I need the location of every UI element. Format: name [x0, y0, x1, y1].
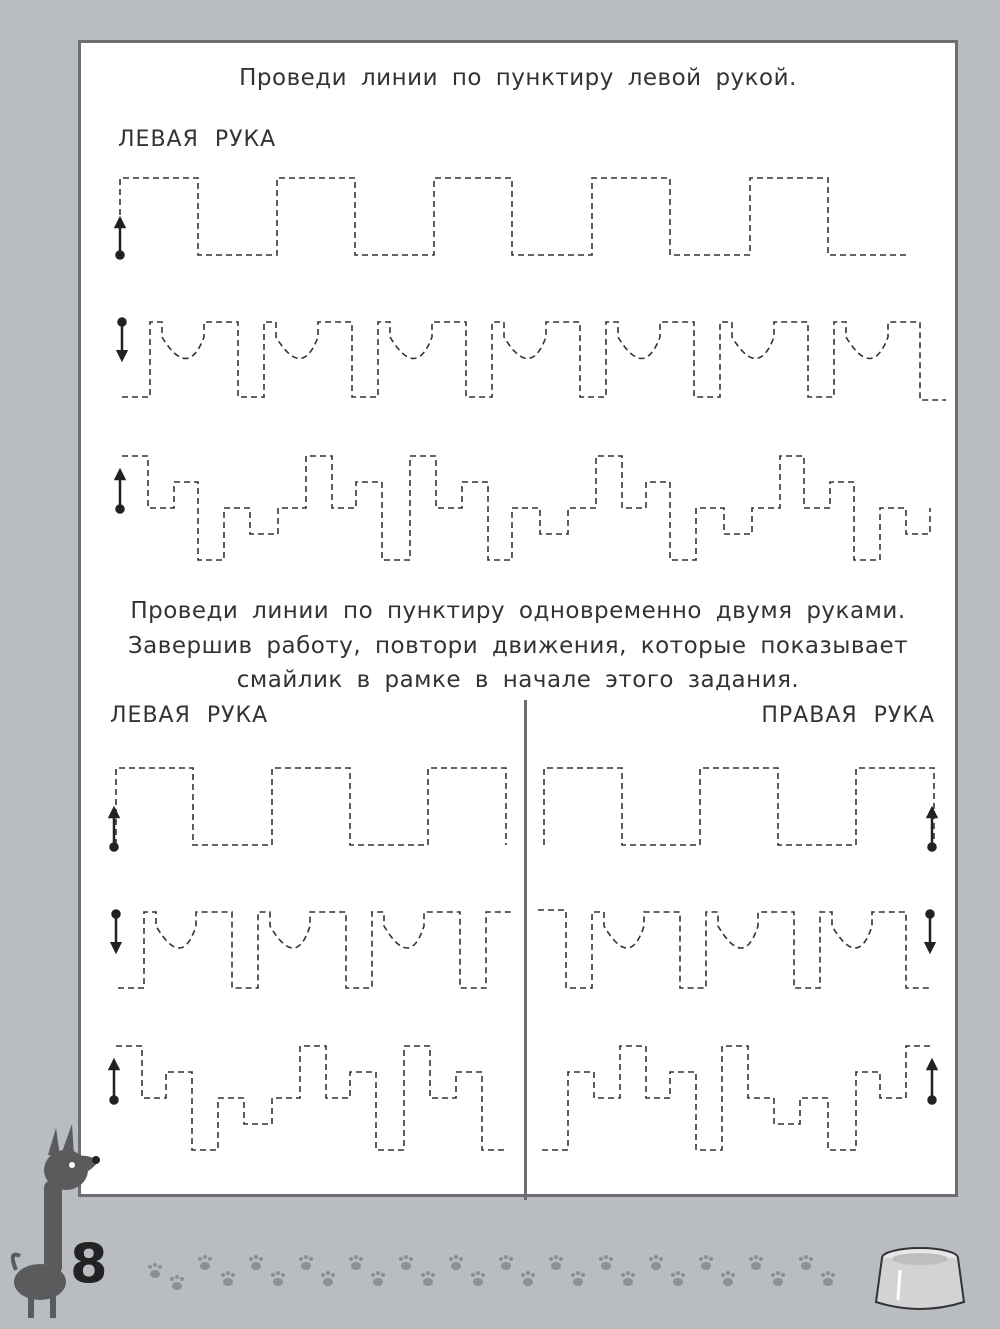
task2-left-hand-label: ЛЕВАЯ РУКА	[110, 703, 269, 728]
paw-print-icon	[371, 1271, 385, 1286]
paw-print-icon	[421, 1271, 435, 1286]
paw-print-icon	[471, 1271, 485, 1286]
paw-print-icon	[721, 1271, 735, 1286]
paw-print-icon	[499, 1255, 513, 1270]
task1-left-hand-label: ЛЕВАЯ РУКА	[118, 127, 277, 152]
task2-right-path-square-wave	[544, 768, 934, 845]
paw-print-icon	[821, 1271, 835, 1286]
task1-path-square-wave	[120, 178, 908, 255]
pet-bowl-icon	[876, 1248, 964, 1309]
paw-print-icon	[749, 1255, 763, 1270]
task2-left-path-square-wave	[116, 768, 506, 845]
task2-left-path-cup-wave	[118, 912, 514, 988]
task2-instruction-line-2: Завершив работу, повтори движения, которые показывает	[127, 633, 909, 659]
paw-print-icon	[549, 1255, 563, 1270]
paw-print-icon	[148, 1263, 162, 1278]
paw-print-icon	[649, 1255, 663, 1270]
paw-print-icon	[170, 1275, 184, 1290]
paw-print-icon	[449, 1255, 463, 1270]
paw-print-icon	[671, 1271, 685, 1286]
task2-instruction-line-3: смайлик в рамке в начале этого задания.	[236, 667, 800, 693]
paw-print-icon	[521, 1271, 535, 1286]
page-number: 8	[70, 1232, 108, 1295]
paw-print-icon	[699, 1255, 713, 1270]
paw-print-trail	[148, 1255, 835, 1290]
paw-print-icon	[198, 1255, 212, 1270]
paw-print-icon	[599, 1255, 613, 1270]
paw-print-icon	[271, 1271, 285, 1286]
task2-right-hand-label: ПРАВАЯ РУКА	[761, 703, 935, 728]
start-arrow-up-icon	[117, 222, 124, 259]
task2-right-path-skyline	[542, 1046, 932, 1150]
paw-print-icon	[299, 1255, 313, 1270]
start-arrow-up-icon	[117, 474, 124, 513]
paw-print-icon	[621, 1271, 635, 1286]
paw-print-icon	[349, 1255, 363, 1270]
paw-print-icon	[321, 1271, 335, 1286]
start-arrow-down-icon	[927, 911, 934, 949]
start-arrow-down-icon	[119, 319, 126, 357]
task1-instruction: Проведи линии по пунктиру левой рукой.	[239, 65, 797, 91]
paw-print-icon	[771, 1271, 785, 1286]
task2-left-path-skyline	[116, 1046, 508, 1150]
start-arrow-up-icon	[929, 1064, 936, 1104]
paw-print-icon	[249, 1255, 263, 1270]
task1-path-skyline	[122, 456, 930, 560]
start-arrow-up-icon	[111, 1064, 118, 1104]
task2-right-path-cup-wave	[538, 910, 932, 988]
task2-instruction-line-1: Проведи линии по пунктиру одновременно двумя руками.	[130, 598, 906, 624]
start-arrow-down-icon	[113, 911, 120, 949]
paw-print-icon	[571, 1271, 585, 1286]
paw-print-icon	[399, 1255, 413, 1270]
paw-print-icon	[799, 1255, 813, 1270]
task1-path-cup-wave	[122, 322, 946, 400]
paw-print-icon	[221, 1271, 235, 1286]
